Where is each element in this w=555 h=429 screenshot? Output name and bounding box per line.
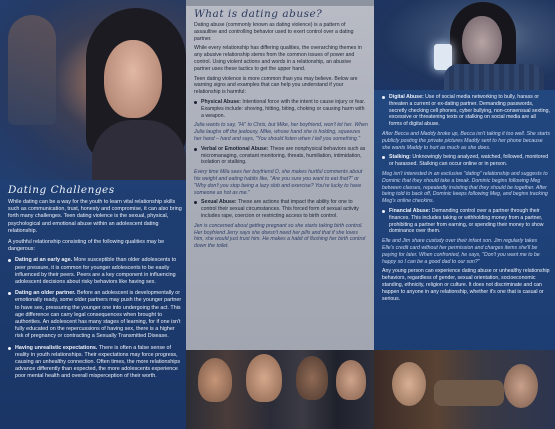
abuse-types-list-continued [382,94,550,265]
photo-group-of-teens [186,350,374,429]
mid-paragraph: Dating abuse (commonly known as dating violence) is a pattern of assaultive and controlling behavior used to exert control over a dating partner. [194,22,354,42]
laptop-icon [434,380,504,406]
what-is-dating-abuse-heading: What is dating abuse? [194,8,323,20]
dating-challenges-heading: Dating Challenges [8,184,115,196]
left-intro: While dating can be a way for the youth to learn vital relationship skills such as communication, trust, honesty and compromise, it can also bring forth many challenges. Teen dating violence is the sexual, physical, psychological and emotional abuse within an adolescent dating relationship. [8,199,182,234]
middle-panel [186,0,374,429]
photo-couple-on-laptop [374,350,555,429]
right-text [382,94,550,305]
list-item: Financial Abuse: Demanding control over a partner through their finances. This includes taking or withholding money from a partner, prohibiting a partner from earning, or spending their money to show dominance over them. [382,208,550,235]
photo-girl-with-phone [374,0,555,90]
example-text: Julia wants to say, "Hi" to Chris, but Mike, her boyfriend, won't let her. When Julia laughs off the jealousy, Mike, whose hand she is holding, squeezes her hand – hard and says, "You should listen when I tell you something." [194,122,368,142]
example-text: Every time Mila sees her boyfriend D, she makes hurtful comments about his weight and eating habits like, "Are you sure you want to eat that?" or "Why don't you stop being a lazy slob and exercise? You're lucky to have someone as hot as me." [194,169,363,196]
list-item: Verbal or Emotional Abuse: These are nonphysical behaviors such as micromanaging, constant monitoring, threats, humiliation, intimidation, isolation or stalking. [194,146,368,166]
right-panel [374,0,555,429]
left-lead: A youthful relationship consisting of the following qualities may be dangerous: [8,239,165,253]
mid-paragraph: Teen dating violence is more common than you may believe. Below are warning signs and examples that can help you understand if your relationship is harmful: [194,75,358,96]
abuse-types-list [194,99,368,250]
list-item: Sexual Abuse: These are actions that impact the ability for one to control their sexual circumstances. This forced form of sexual activity includes rape, coercion or restricting access to birth control. [194,199,368,219]
list-item: Physical Abuse: Intentional force with the intent to cause injury or fear. Examples include: shoving, hitting, biting, choking or causing harm with a weapon. [194,99,368,119]
mid-paragraph: While every relationship has differing qualities, the overarching themes in any abusive relationship stems from the common issues of power and control. Using violent actions and words in a relationship, an abusive partner uses these tactics to get the upper hand. [194,45,362,72]
list-item: Having unrealistic expectations. There is often a false sense of reality in youth relationships. Their expectations may force progress, causing an unhealthy connection. Often times, the more relationships advance differently than expected, the more adolescents experience poor mental health and overall misperception of their worth. [8,345,182,381]
example-text: Meg isn't interested in an exclusive "dating" relationship and suggests to Dominic that they should take a break. Dominic begins following Meg between classes, repeatedly insisting that they should be together. After being told to back off, Dominic keeps following Meg, and begins tracking Meg's online checkins. [382,170,548,205]
list-item: Dating at an early age. More susceptible than older adolescents to peer pressure, it is common for younger adolescents to be easily influenced by their peers. Peers are a key component in influencing adolescent decisions about risky behaviors like having sex. [8,257,182,286]
list-item: Stalking: Unknowingly being analyzed, watched, followed, monitored or harassed. Stalking can occur online or in person. [382,154,550,168]
closing-paragraph: Any young person can experience dating abuse or unhealthy relationship behaviors, regardless of gender, sexual orientation, socioeconomic standing, ethnicity, religion or culture. It does not discriminate and can happen to anyone in any relationship, whether it's one that is casual or serious. [382,268,550,302]
list-item: Digital Abuse: Use of social media networking to bully, harass or threaten a current or ex-dating partner. Demanding passwords, secretly checking cell phones, cyber bullying, non-consensual sexting, excessive or threatening texts or stalking on social media are all forms of digital abuse. [382,94,550,128]
photo-worried-young-woman [0,0,186,180]
example-text: After Becca and Maddy broke up, Becca isn't taking it too well. She starts publicly posting the private pictures Maddy sent to her phone because she wants Maddy to hurt as much as she does. [382,130,550,151]
example-text: Elle and Jim share custody over their infant son. Jim regularly takes Elle's credit card without her permission and charges items she'll be paying for later. When confronted, he says, "Don't you want me to be happy so I can be a good dad to our son?" [382,238,540,265]
list-item: Dating an older partner. Before an adolescent is developmentally or emotionally ready, some older partners may push the younger partner to have sex, pressuring the younger one into undergoing the act. This age difference can carry legal consequences when brought to authorities. An adolescent has many stages of learning, for if one isn't fully educated on the repercussions of having sex, there is a higher risk of pregnancy or contracting a Sexually Transmitted Disease. [8,290,182,340]
left-panel [0,0,186,429]
challenges-list [8,257,182,380]
example-text: Jen is concerned about getting pregnant so she starts taking birth control. Her boyfriend Jerry says she doesn't need her pills and that if she loves him, she would just trust him. He makes a habit of flushing her birth control down the toilet. [194,222,366,250]
left-text [8,184,182,385]
middle-text [194,8,368,253]
